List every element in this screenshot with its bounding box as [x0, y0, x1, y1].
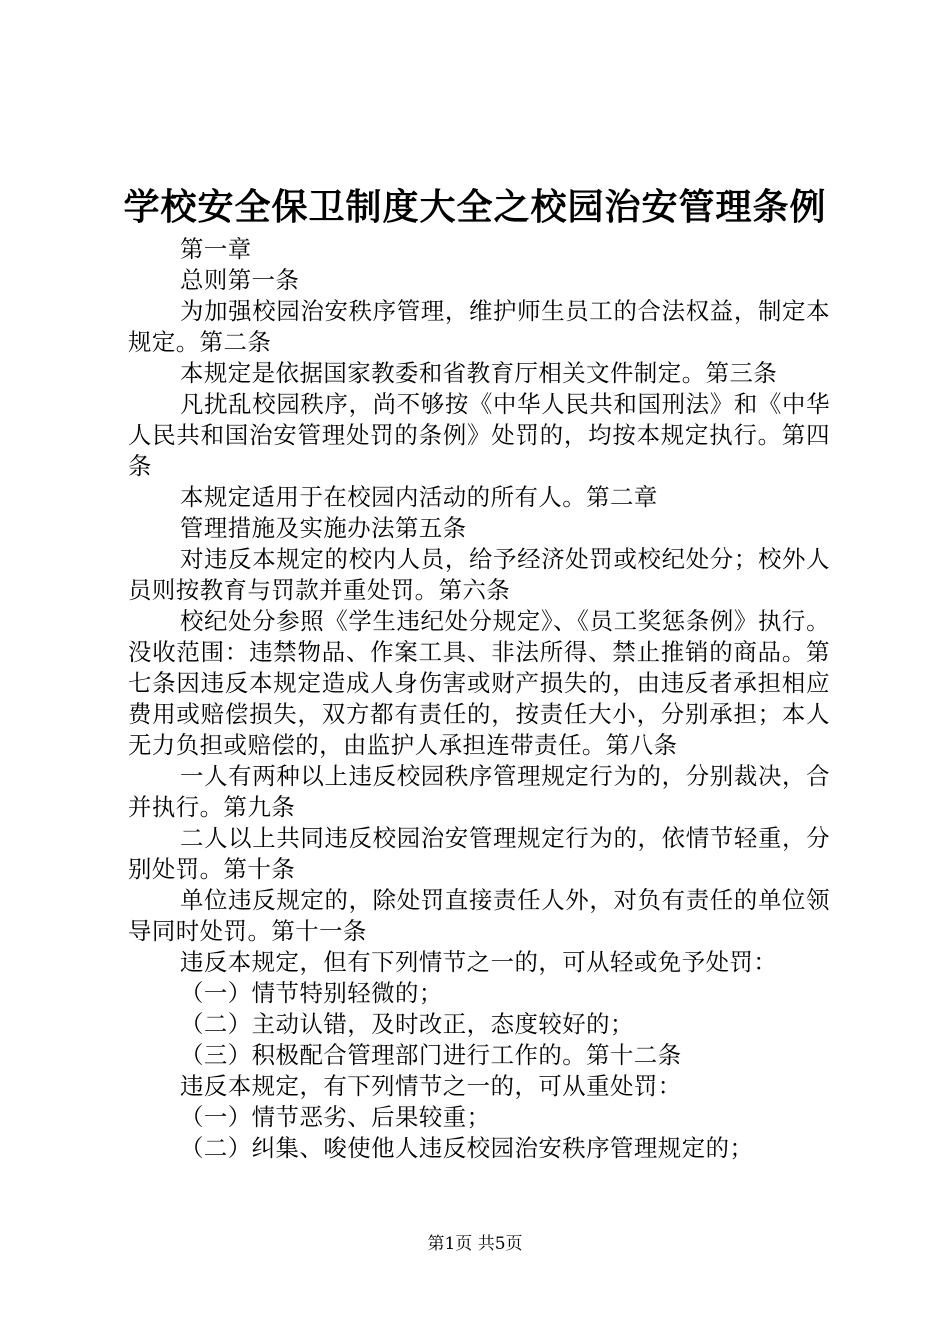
paragraph: 校纪处分参照《学生违纪处分规定》、《员工奖惩条例》执行。没收范围：违禁物品、作案工具、非法所得、禁止推销的商品。第七条因违反本规定造成人身伤害或财产损失的，由违反者承担相应费用或赔偿损失，双方都有责任的，按责任大小，分别承担；本人无力负担或赔偿的，由监护人承担连带责任。第八条 — [128, 607, 830, 759]
paragraph: 单位违反规定的，除处罚直接责任人外，对负有责任的单位领导同时处罚。第十一条 — [128, 886, 830, 945]
list-item: （一）情节特别轻微的； — [180, 979, 443, 1007]
document-title: 学校安全保卫制度大全之校园治安管理条例 — [123, 186, 827, 228]
paragraph: 一人有两种以上违反校园秩序管理规定行为的，分别裁决，合并执行。第九条 — [128, 762, 830, 821]
document-body — [128, 234, 830, 1164]
paragraph: 二人以上共同违反校园治安管理规定行为的，依情节轻重，分别处罚。第十条 — [128, 824, 830, 883]
paragraph: 管理措施及实施办法第五条 — [180, 514, 467, 542]
list-item: （一）情节恶劣、后果较重； — [180, 1103, 491, 1131]
paragraph: 本规定是依据国家教委和省教育厅相关文件制定。第三条 — [180, 359, 778, 387]
paragraph: 为加强校园治安秩序管理，维护师生员工的合法权益，制定本规定。第二条 — [128, 297, 830, 356]
paragraph: 违反本规定，但有下列情节之一的，可从轻或免予处罚： — [180, 948, 778, 976]
paragraph: 第一章 — [180, 235, 252, 263]
paragraph: 凡扰乱校园秩序，尚不够按《中华人民共和国刑法》和《中华人民共和国治安管理处罚的条例》处罚的，均按本规定执行。第四条 — [128, 390, 830, 480]
list-item: （二）主动认错，及时改正，态度较好的； — [180, 1010, 634, 1038]
list-item: （二）纠集、唆使他人违反校园治安秩序管理规定的； — [180, 1134, 754, 1162]
paragraph: 总则第一条 — [180, 266, 300, 294]
list-item: （三）积极配合管理部门进行工作的。第十二条 — [180, 1041, 682, 1069]
paragraph: 违反本规定，有下列情节之一的，可从重处罚： — [180, 1072, 682, 1100]
paragraph: 对违反本规定的校内人员，给予经济处罚或校纪处分；校外人员则按教育与罚款并重处罚。第六条 — [128, 545, 830, 604]
page-number: 第1页 共5页 — [427, 1234, 523, 1254]
paragraph: 本规定适用于在校园内活动的所有人。第二章 — [180, 483, 658, 511]
